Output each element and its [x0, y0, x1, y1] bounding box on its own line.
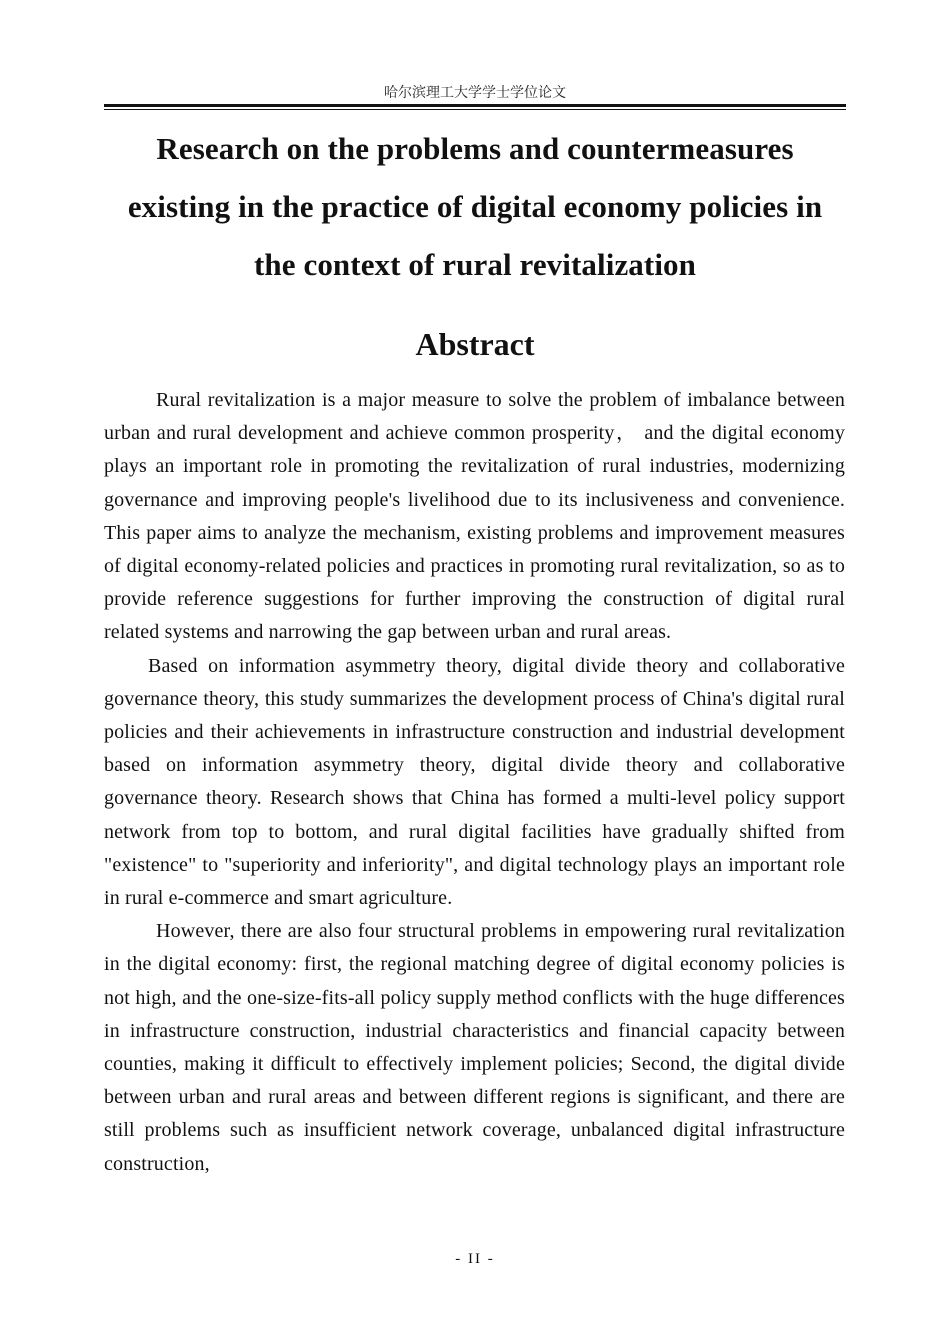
- abstract-paragraph-3: However, there are also four structural problems in empowering rural revitalization in the digital economy: first, the regional matching degree of digital economy policies is not high, and the one-size-fits-all policy supply method conflicts with the huge differences in infrastructure construction, industrial characteristics and financial capacity between counties, making it difficult to effectively implement policies; Second, the digital divide between urban and rural areas and between different regions is significant, and there are still problems such as insufficient network coverage, unbalanced digital infrastructure construction,: [104, 920, 845, 1175]
- abstract-body: [104, 384, 845, 1181]
- abstract-paragraph-2: Based on information asymmetry theory, digital divide theory and collaborative governance theory, this study summarizes the development process of China's digital rural policies and their achievements in infrastructure construction and industrial development based on information asymmetry theory, digital divide theory and collaborative governance theory. Research shows that China has formed a multi-level policy support network from top to bottom, and rural digital facilities have gradually shifted from "existence" to "superiority and inferiority", and digital technology plays an important role in rural e-commerce and smart agriculture.: [104, 654, 845, 910]
- paper-title: Research on the problems and countermeasures existing in the practice of digital economy policies in the context of rural revitalization: [127, 131, 823, 282]
- running-header: 哈尔滨理工大学学士学位论文: [384, 85, 566, 101]
- header-rule-thick: [104, 104, 846, 107]
- header-rule-thin: [104, 109, 846, 110]
- abstract-heading: Abstract: [415, 326, 535, 362]
- page-number: - II -: [455, 1251, 495, 1267]
- abstract-paragraph-1: Rural revitalization is a major measure to solve the problem of imbalance between urban and rural development and achieve common prosperity， and the digital economy plays an important role in promoting the revitalization of rural industries, modernizing governance and improving people's livelihood due to its inclusiveness and convenience. This paper aims to analyze the mechanism, existing problems and improvement measures of digital economy-related policies and practices in promoting rural revitalization, so as to provide reference suggestions for further improving the construction of digital rural related systems and narrowing the gap between urban and rural areas.: [104, 389, 845, 644]
